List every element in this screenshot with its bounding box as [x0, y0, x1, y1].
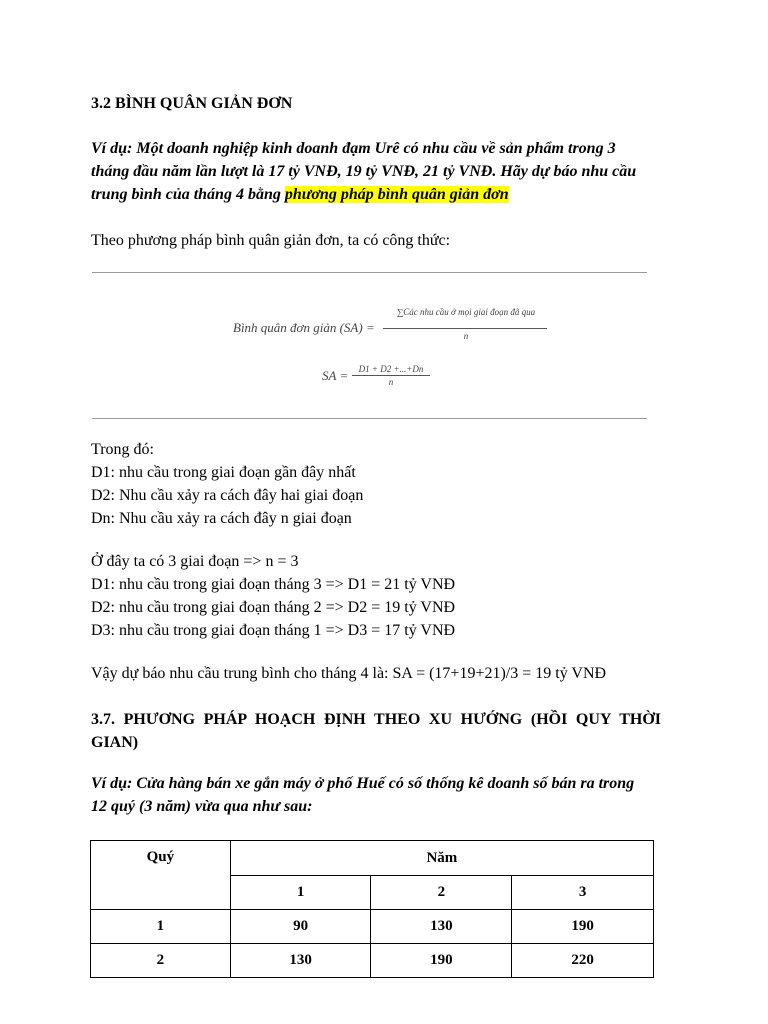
- value-cell: 90: [230, 910, 371, 944]
- calculation-block: [91, 550, 455, 642]
- divider-top: [92, 272, 647, 273]
- heading-line: GIAN): [91, 734, 139, 751]
- formula2-lhs: SA =: [322, 368, 349, 383]
- calculation-line: Ở đây ta có 3 giai đoạn => n = 3: [91, 553, 299, 570]
- formula-intro: Theo phương pháp bình quân giản đơn, ta có công thức:: [91, 232, 451, 249]
- example-line: 12 quý (3 năm) vừa qua như sau:: [91, 798, 313, 815]
- table-row: [91, 944, 654, 978]
- definition-line: D1: nhu cầu trong giai đoạn gần đây nhất: [91, 464, 356, 481]
- header-year-3: 3: [512, 876, 654, 910]
- quarter-cell: 1: [91, 910, 231, 944]
- formula1-denominator: n: [463, 331, 469, 341]
- value-cell: 190: [512, 910, 654, 944]
- formula2-denominator: n: [388, 377, 394, 387]
- table-row: [91, 910, 654, 944]
- header-quarter: Quý: [91, 841, 231, 910]
- example-paragraph-1: [91, 137, 691, 206]
- formula1-fraction-bar: [383, 328, 547, 329]
- definitions-block: [91, 438, 363, 530]
- heading-line: 3.7. PHƯƠNG PHÁP HOẠCH ĐỊNH THEO XU HƯỚNG (HỒI QUY THỜI: [91, 711, 661, 728]
- calculation-line: D1: nhu cầu trong giai đoạn tháng 3 => D1 = 21 tỷ VNĐ: [91, 576, 456, 593]
- definition-line: Trong đó:: [91, 441, 154, 458]
- highlighted-text: phương pháp bình quân giản đơn: [284, 186, 509, 203]
- formula1-lhs: Bình quân đơn giản (SA) =: [233, 320, 375, 335]
- example-line: tháng đầu năm lần lượt là 17 tỷ VNĐ, 19 tỷ VNĐ, 21 tỷ VNĐ. Hãy dự báo nhu cầu: [91, 163, 637, 180]
- conclusion-line: Vậy dự báo nhu cầu trung bình cho tháng 4 là: SA = (17+19+21)/3 = 19 tỷ VNĐ: [91, 665, 607, 682]
- definition-line: D2: Nhu cầu xảy ra cách đây hai giai đoạn: [91, 487, 364, 504]
- value-cell: 220: [512, 944, 654, 978]
- section-heading-3-7: [91, 708, 661, 754]
- header-year-2: 2: [371, 876, 512, 910]
- sales-table: [90, 840, 654, 978]
- example-line: trung bình của tháng 4 bằng phương pháp bình quân giản đơn: [91, 186, 509, 203]
- example-paragraph-2: [91, 772, 691, 818]
- calculation-line: D2: nhu cầu trong giai đoạn tháng 2 => D2 = 19 tỷ VNĐ: [91, 599, 456, 616]
- header-year: Năm: [230, 841, 653, 876]
- header-year-1: 1: [230, 876, 371, 910]
- value-cell: 130: [230, 944, 371, 978]
- example-line: Ví dụ: Một doanh nghiệp kinh doanh đạm Urê có nhu cầu về sản phẩm trong 3: [91, 140, 616, 157]
- definition-line: Dn: Nhu cầu xảy ra cách đây n giai đoạn: [91, 510, 352, 527]
- example-line: Ví dụ: Cửa hàng bán xe gắn máy ở phố Huế có số thống kê doanh số bán ra trong: [91, 775, 635, 792]
- table-header-row: [91, 841, 654, 876]
- formula1-numerator: ∑Các nhu cầu ở mọi giai đoạn đã qua: [396, 307, 536, 317]
- formula2-fraction-bar: [352, 375, 430, 376]
- quarter-cell: 2: [91, 944, 231, 978]
- section-heading-3-2: 3.2 BÌNH QUÂN GIẢN ĐƠN: [91, 95, 293, 112]
- calculation-line: D3: nhu cầu trong giai đoạn tháng 1 => D3 = 17 tỷ VNĐ: [91, 622, 456, 639]
- value-cell: 130: [371, 910, 512, 944]
- formula2-numerator: D1 + D2 +...+Dn: [358, 364, 424, 374]
- value-cell: 190: [371, 944, 512, 978]
- divider-bottom: [92, 418, 647, 419]
